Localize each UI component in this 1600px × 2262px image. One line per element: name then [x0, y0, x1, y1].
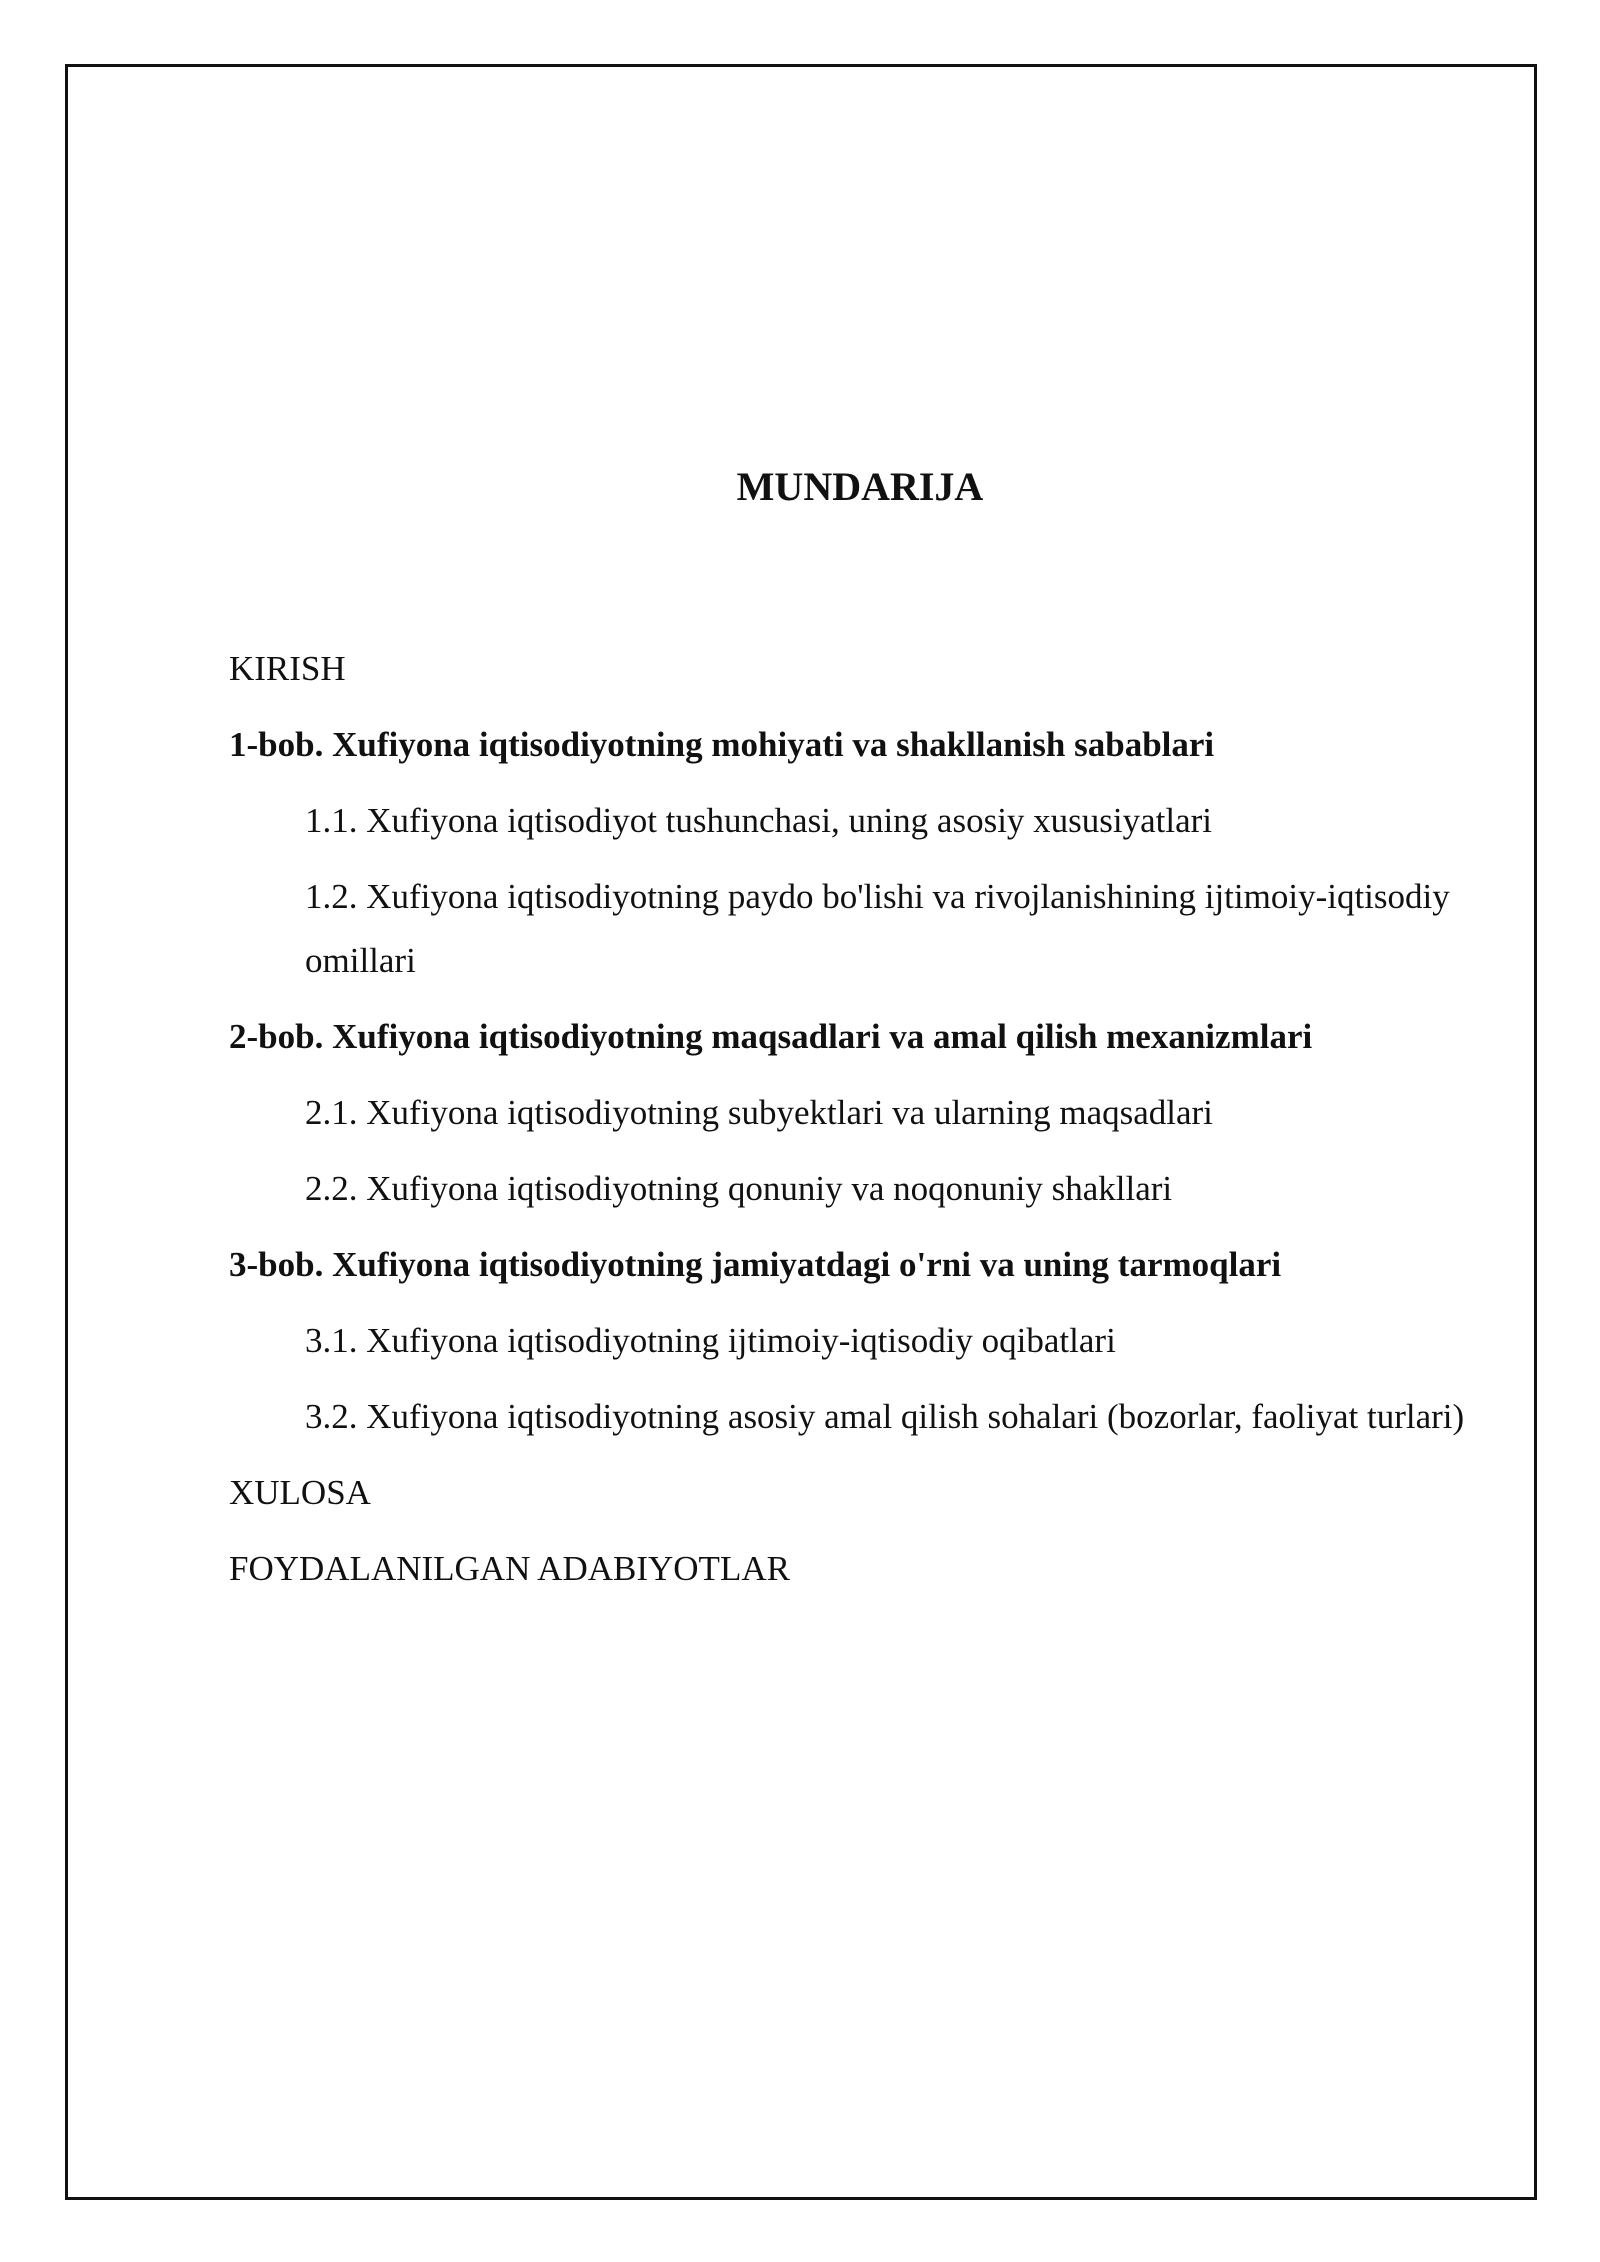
toc-chapter-1: 1-bob. Xufiyona iqtisodiyotning mohiyati va shakllanish sabablari — [229, 725, 1215, 764]
toc-entry-introduction: KIRISH — [229, 649, 346, 688]
toc-chapter-3: 3-bob. Xufiyona iqtisodiyotning jamiyatdagi o'rni va uning tarmoqlari — [229, 1245, 1282, 1284]
toc-section-2-2: 2.2. Xufiyona iqtisodiyotning qonuniy va noqonuniy shakllari — [305, 1169, 1173, 1208]
toc-entry-references: FOYDALANILGAN ADABIYOTLAR — [229, 1549, 790, 1588]
toc-entry-conclusion: XULOSA — [229, 1473, 371, 1512]
toc-chapter-2: 2-bob. Xufiyona iqtisodiyotning maqsadlari va amal qilish mexanizmlari — [229, 1017, 1313, 1056]
toc-section-2-1: 2.1. Xufiyona iqtisodiyotning subyektlari va ularning maqsadlari — [305, 1093, 1213, 1132]
toc-section-3-2: 3.2. Xufiyona iqtisodiyotning asosiy amal qilish sohalari (bozorlar, faoliyat turlari) — [305, 1397, 1465, 1436]
toc-section-3-1: 3.1. Xufiyona iqtisodiyotning ijtimoiy-iqtisodiy oqibatlari — [305, 1321, 1116, 1360]
page-title: MUNDARIJA — [736, 464, 984, 509]
toc-section-1-1: 1.1. Xufiyona iqtisodiyot tushunchasi, uning asosiy xususiyatlari — [305, 801, 1213, 840]
toc-section-1-2: 1.2. Xufiyona iqtisodiyotning paydo bo'lishi va rivojlanishining ijtimoiy-iqtisodiy omillari — [305, 877, 1450, 980]
table-of-contents — [229, 637, 1479, 1613]
